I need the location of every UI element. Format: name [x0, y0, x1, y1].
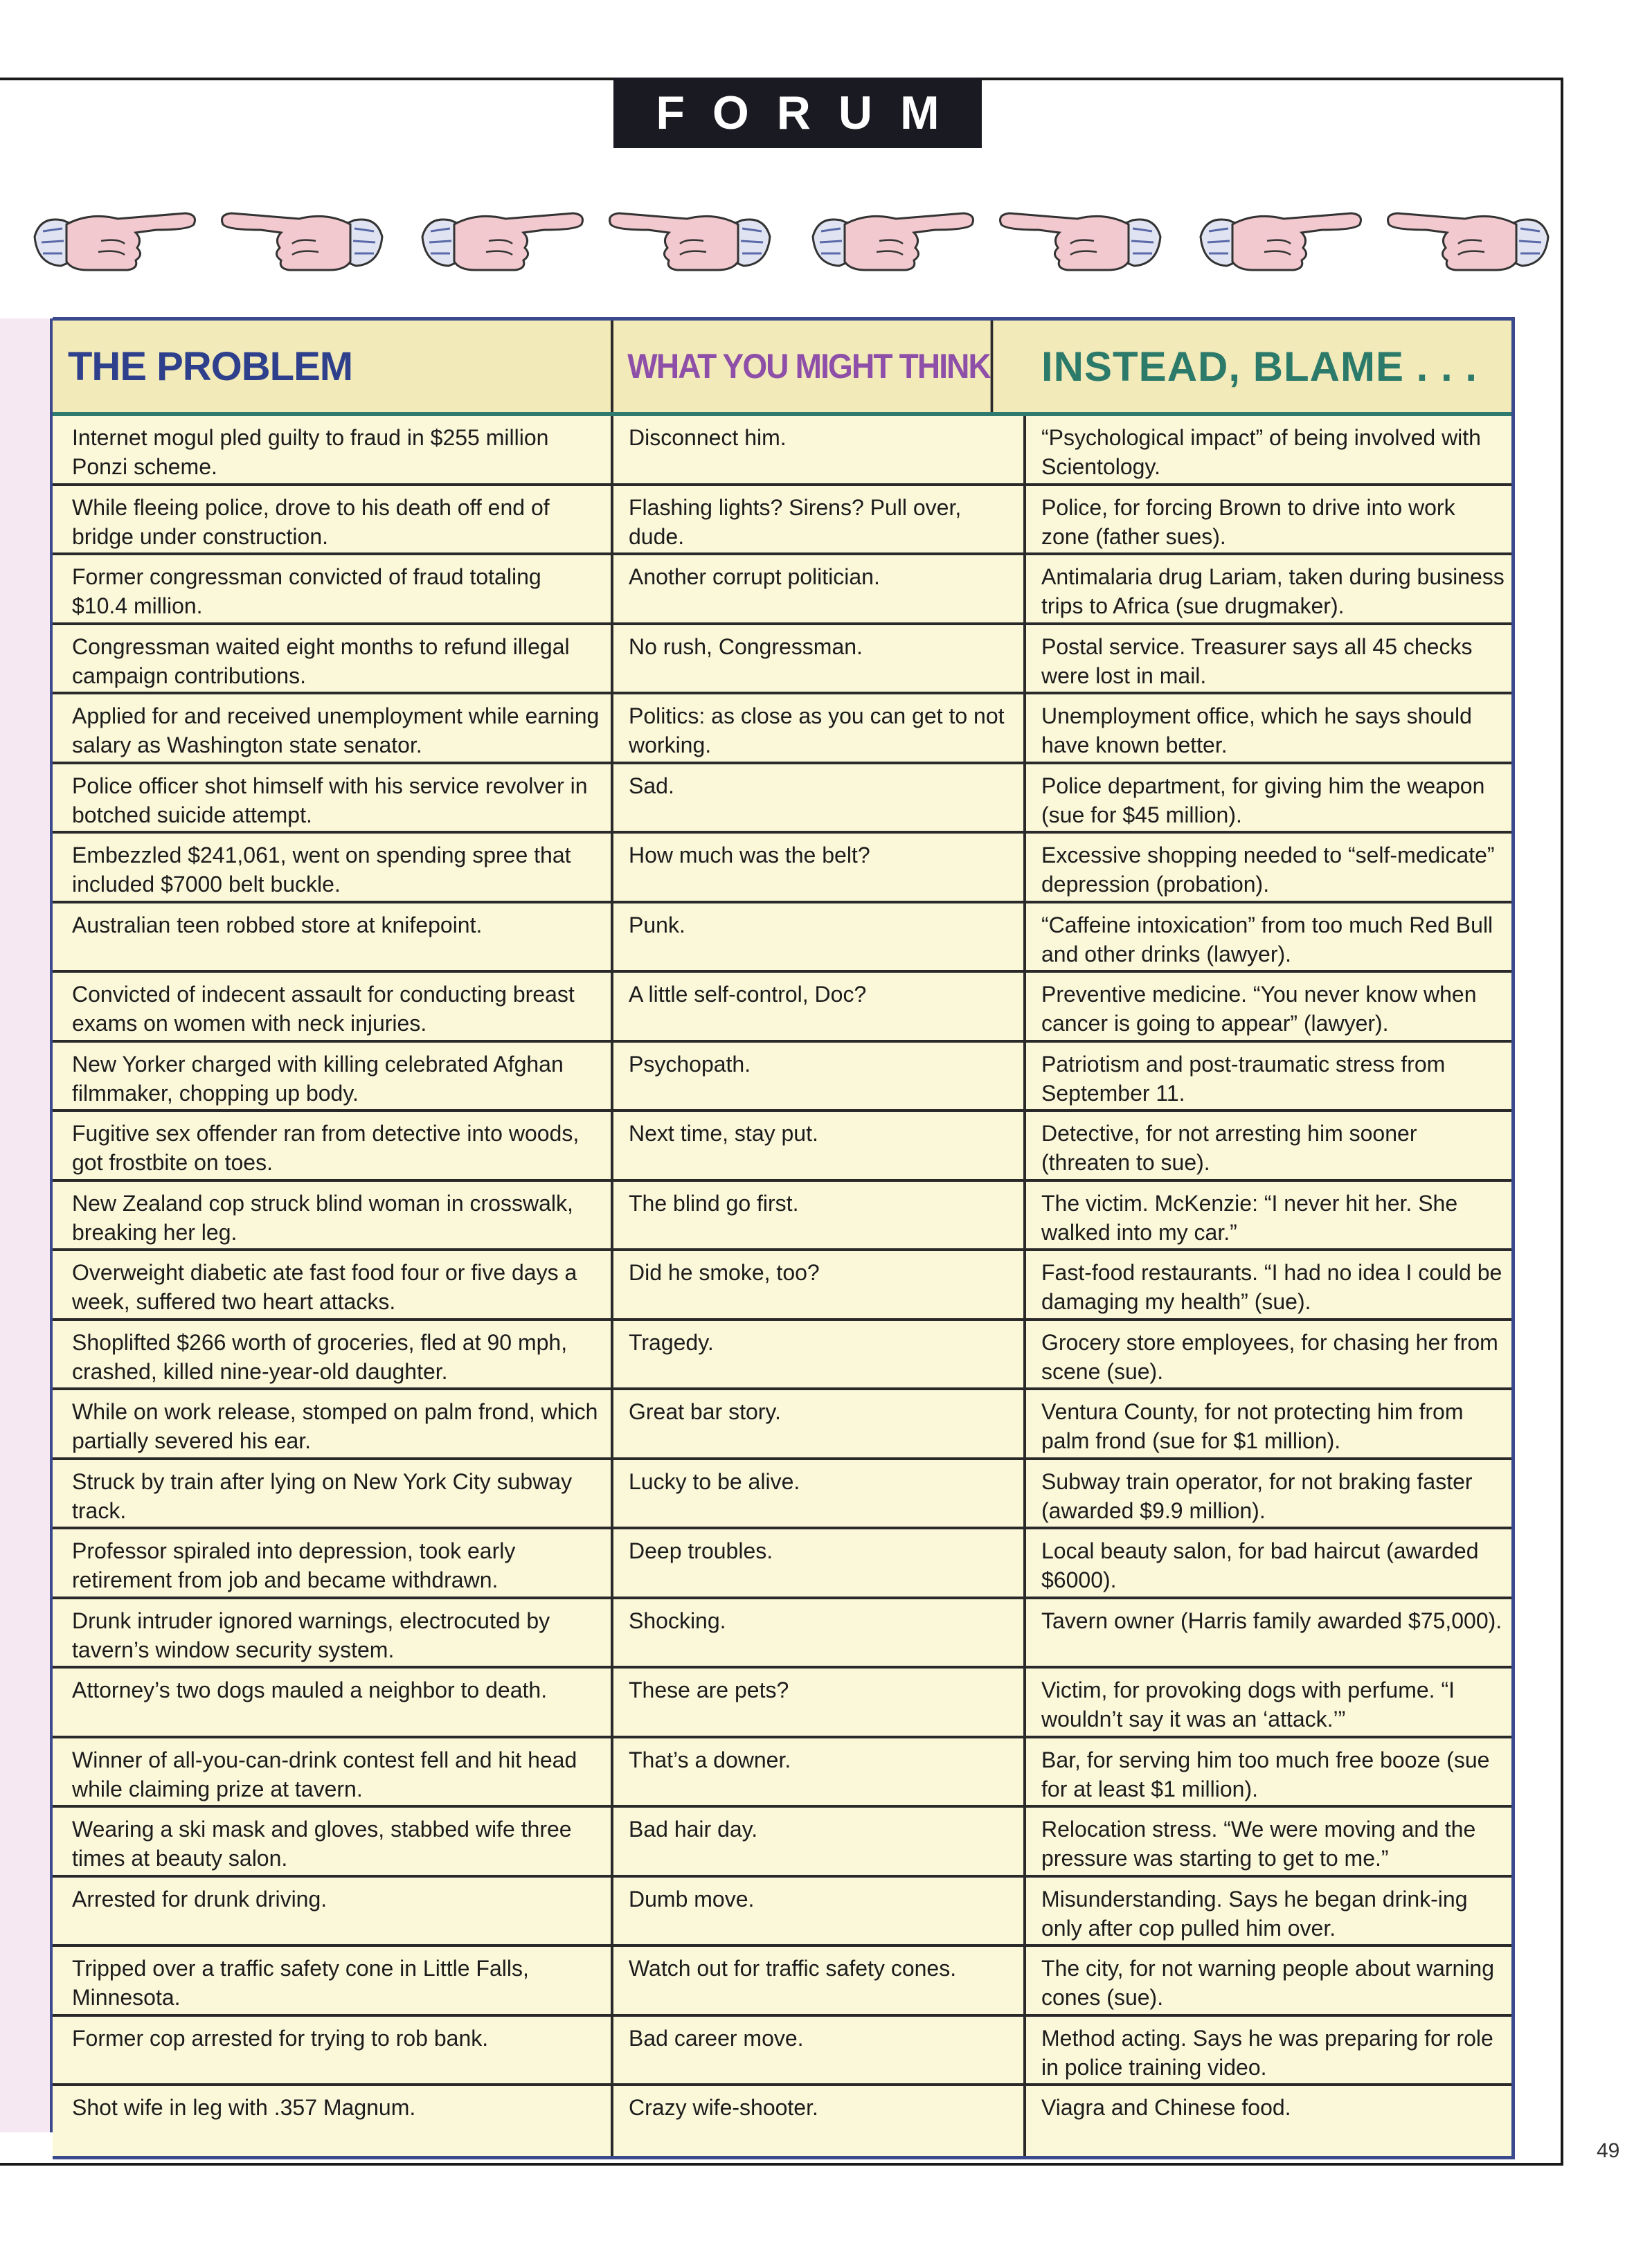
pointing-hand-right-icon	[21, 188, 215, 292]
pointing-hand-right-icon	[1187, 188, 1381, 292]
problem-cell: New Yorker charged with killing celebrated Afghan filmmaker, chopping up body.	[53, 1043, 613, 1110]
problem-cell: Former congressman convicted of fraud totaling $10.4 million.	[53, 555, 613, 622]
table-row	[53, 1112, 1511, 1182]
think-cell: Crazy wife-shooter.	[613, 2086, 1026, 2156]
problem-cell: Australian teen robbed store at knifepoint.	[53, 903, 613, 971]
pointing-hand-left-icon	[590, 188, 784, 292]
pointing-hand-left-icon	[980, 188, 1174, 292]
table-row	[53, 2017, 1511, 2087]
table-row	[53, 973, 1511, 1043]
think-cell: Psychopath.	[613, 1043, 1026, 1110]
think-cell: How much was the belt?	[613, 834, 1026, 901]
table-row	[53, 1529, 1511, 1599]
blame-cell: Subway train operator, for not braking faster (awarded $9.9 million).	[1041, 1468, 1473, 1523]
table-row	[53, 1669, 1511, 1738]
left-margin-strip	[0, 318, 53, 2132]
think-cell: Did he smoke, too?	[613, 1251, 1026, 1318]
problem-cell: Struck by train after lying on New York City subway track.	[53, 1460, 613, 1527]
think-cell: Punk.	[613, 903, 1026, 971]
pointing-hand-left-icon	[202, 188, 396, 292]
section-title-box	[613, 78, 982, 148]
blame-cell: Method acting. Says he was preparing for role in police training video.	[1041, 2025, 1493, 2080]
blame-cell: Misunderstanding. Says he began drink-ing only after cop pulled him over.	[1041, 1886, 1468, 1941]
think-cell: Lucky to be alive.	[613, 1460, 1026, 1527]
think-cell: Flashing lights? Sirens? Pull over, dude.	[613, 486, 1026, 553]
think-cell: The blind go first.	[613, 1182, 1026, 1249]
blame-cell: “Psychological impact” of being involved with Scientology.	[1041, 425, 1481, 479]
table-row	[53, 764, 1511, 834]
table-body	[53, 416, 1511, 2156]
table-header-row	[53, 321, 1511, 416]
table-row	[53, 486, 1511, 556]
think-cell: Watch out for traffic safety cones.	[613, 1947, 1026, 2014]
blame-cell: Preventive medicine. “You never know when cancer is going to appear” (lawyer).	[1041, 982, 1477, 1036]
blame-cell: Bar, for serving him too much free booze (sue for at least $1 million).	[1041, 1747, 1490, 1801]
think-cell: Great bar story.	[613, 1390, 1026, 1457]
think-cell: Bad career move.	[613, 2017, 1026, 2084]
problem-cell: Drunk intruder ignored warnings, electrocuted by tavern’s window security system.	[53, 1599, 613, 1666]
table-row	[53, 2086, 1511, 2156]
think-cell: Bad hair day.	[613, 1808, 1026, 1875]
problem-cell: New Zealand cop struck blind woman in crosswalk, breaking her leg.	[53, 1182, 613, 1249]
think-cell: Shocking.	[613, 1599, 1026, 1666]
problem-cell: While fleeing police, drove to his death off end of bridge under construction.	[53, 486, 613, 553]
think-cell: Disconnect him.	[613, 416, 1026, 483]
problem-cell: Convicted of indecent assault for conducting breast exams on women with neck injuries.	[53, 973, 613, 1040]
blame-table	[53, 317, 1515, 2159]
table-row	[53, 1043, 1511, 1113]
table-row	[53, 1878, 1511, 1948]
think-cell: These are pets?	[613, 1669, 1026, 1736]
pointing-hands-row	[21, 188, 1530, 292]
blame-cell: Detective, for not arresting him sooner (threaten to sue).	[1041, 1121, 1417, 1175]
blame-cell: Relocation stress. “We were moving and the pressure was starting to get to me.”	[1041, 1817, 1476, 1871]
problem-cell: Arrested for drunk driving.	[53, 1878, 613, 1945]
page-number: 49	[1597, 2139, 1620, 2162]
blame-cell: Antimalaria drug Lariam, taken during business trips to Africa (sue drugmaker).	[1041, 564, 1505, 618]
blame-cell: Excessive shopping needed to “self-medicate” depression (probation).	[1041, 843, 1495, 897]
problem-cell: While on work release, stomped on palm frond, which partially severed his ear.	[53, 1390, 613, 1457]
problem-cell: Tripped over a traffic safety cone in Little Falls, Minnesota.	[53, 1947, 613, 2014]
problem-cell: Overweight diabetic ate fast food four or five days a week, suffered two heart attacks.	[53, 1251, 613, 1318]
think-cell: No rush, Congressman.	[613, 625, 1026, 692]
table-row	[53, 1738, 1511, 1808]
think-cell: Next time, stay put.	[613, 1112, 1026, 1179]
table-row	[53, 1251, 1511, 1321]
problem-cell: Fugitive sex offender ran from detective into woods, got frostbite on toes.	[53, 1112, 613, 1179]
pointing-hand-left-icon	[1368, 188, 1562, 292]
section-title: FORUM	[656, 87, 967, 139]
problem-cell: Congressman waited eight months to refund illegal campaign contributions.	[53, 625, 613, 692]
table-row	[53, 1182, 1511, 1252]
header-what-you-might-think: WHAT YOU MIGHT THINK	[613, 321, 993, 412]
blame-cell: Ventura County, for not protecting him from palm frond (sue for $1 million).	[1041, 1399, 1464, 1453]
problem-cell: Applied for and received unemployment while earning salary as Washington state senator.	[53, 694, 613, 762]
problem-cell: Shot wife in leg with .357 Magnum.	[53, 2086, 613, 2156]
table-row	[53, 416, 1511, 486]
header-instead-blame: INSTEAD, BLAME . . .	[1041, 343, 1478, 390]
table-row	[53, 1460, 1511, 1530]
problem-cell: Embezzled $241,061, went on spending spree that included $7000 belt buckle.	[53, 834, 613, 901]
table-row	[53, 555, 1511, 625]
header-problem: THE PROBLEM	[53, 321, 613, 412]
blame-cell: Victim, for provoking dogs with perfume. “I wouldn’t say it was an ‘attack.’”	[1041, 1678, 1455, 1732]
blame-cell: Unemployment office, which he says should have known better.	[1041, 703, 1472, 757]
problem-cell: Wearing a ski mask and gloves, stabbed wife three times at beauty salon.	[53, 1808, 613, 1875]
problem-cell: Police officer shot himself with his service revolver in botched suicide attempt.	[53, 764, 613, 831]
blame-cell: The victim. McKenzie: “I never hit her. She walked into my car.”	[1041, 1190, 1458, 1245]
table-row	[53, 903, 1511, 973]
think-cell: A little self-control, Doc?	[613, 973, 1026, 1040]
think-cell: Politics: as close as you can get to not working.	[613, 694, 1026, 762]
think-cell: Deep troubles.	[613, 1529, 1026, 1597]
problem-cell: Winner of all-you-can-drink contest fell and hit head while claiming prize at tavern.	[53, 1738, 613, 1806]
problem-cell: Attorney’s two dogs mauled a neighbor to death.	[53, 1669, 613, 1736]
problem-cell: Internet mogul pled guilty to fraud in $255 million Ponzi scheme.	[53, 416, 613, 483]
blame-cell: Local beauty salon, for bad haircut (awarded $6000).	[1041, 1538, 1479, 1592]
blame-cell: Police department, for giving him the weapon (sue for $45 million).	[1041, 773, 1485, 827]
pointing-hand-right-icon	[799, 188, 993, 292]
think-cell: Dumb move.	[613, 1878, 1026, 1945]
think-cell: That’s a downer.	[613, 1738, 1026, 1806]
think-cell: Sad.	[613, 764, 1026, 831]
table-row	[53, 1599, 1511, 1669]
blame-cell: Patriotism and post-traumatic stress from September 11.	[1041, 1051, 1446, 1106]
table-row	[53, 625, 1511, 695]
blame-cell: “Caffeine intoxication” from too much Red Bull and other drinks (lawyer).	[1041, 912, 1493, 966]
table-row	[53, 1390, 1511, 1460]
blame-cell: Grocery store employees, for chasing her from scene (sue).	[1041, 1329, 1498, 1384]
blame-cell: Police, for forcing Brown to drive into work zone (father sues).	[1041, 494, 1455, 549]
problem-cell: Professor spiraled into depression, took early retirement from job and became withdrawn.	[53, 1529, 613, 1597]
problem-cell: Former cop arrested for trying to rob bank.	[53, 2017, 613, 2084]
table-row	[53, 694, 1511, 764]
blame-cell: Fast-food restaurants. “I had no idea I could be damaging my health” (sue).	[1041, 1260, 1502, 1314]
think-cell: Tragedy.	[613, 1321, 1026, 1388]
blame-cell: Tavern owner (Harris family awarded $75,000).	[1041, 1608, 1502, 1633]
table-row	[53, 834, 1511, 903]
blame-cell: The city, for not warning people about warning cones (sue).	[1041, 1956, 1495, 2010]
table-row	[53, 1321, 1511, 1391]
blame-cell: Postal service. Treasurer says all 45 checks were lost in mail.	[1041, 633, 1473, 688]
think-cell: Another corrupt politician.	[613, 555, 1026, 622]
table-row	[53, 1808, 1511, 1878]
problem-cell: Shoplifted $266 worth of groceries, fled at 90 mph, crashed, killed nine-year-old daughter.	[53, 1321, 613, 1388]
blame-cell: Viagra and Chinese food.	[1041, 2095, 1291, 2120]
pointing-hand-right-icon	[408, 188, 602, 292]
table-row	[53, 1947, 1511, 2017]
